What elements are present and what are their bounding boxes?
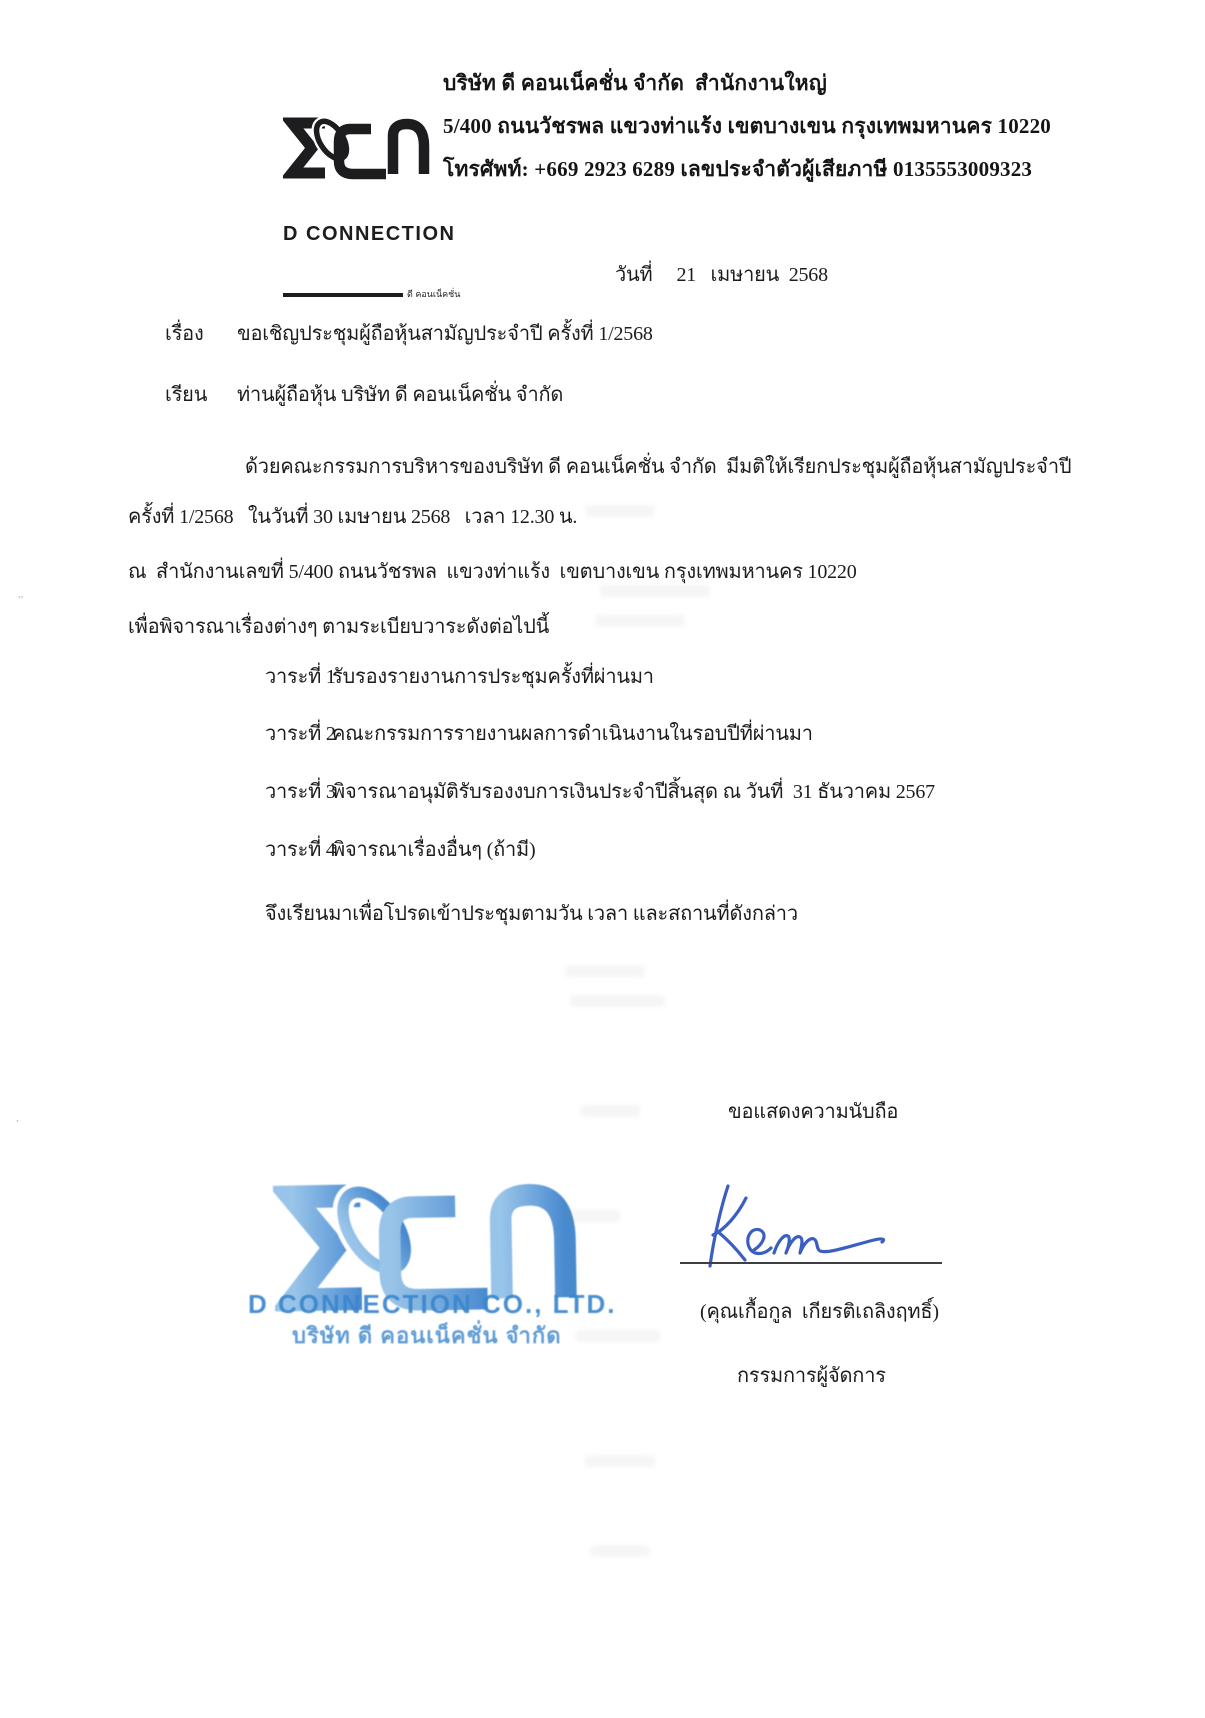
agenda-item-2-label: วาระที่ 2 bbox=[265, 723, 336, 745]
signatory-title: กรรมการผู้จัดการ bbox=[737, 1365, 886, 1387]
bleed-through-artifact bbox=[565, 965, 645, 977]
bleed-through-artifact bbox=[590, 1545, 650, 1557]
stamp-company-th: บริษัท ดี คอนเน็คชั่น จำกัด bbox=[292, 1323, 562, 1348]
signatory-name: (คุณเกื้อกูล เกียรติเถลิงฤทธิ์) bbox=[700, 1301, 939, 1323]
scan-margin-mark: ,, bbox=[18, 588, 24, 600]
agenda-item-2-text: คณะกรรมการรายงานผลการดำเนินงานในรอบปีที่ผ่านมา bbox=[332, 723, 813, 745]
stamp-company-en: D CONNECTION CO., LTD. bbox=[248, 1289, 617, 1319]
agenda-item-3-text: พิจารณาอนุมัติรับรองงบการเงินประจำปีสิ้นสุด ณ วันที่ 31 ธันวาคม 2567 bbox=[332, 781, 935, 803]
body-purpose-line: เพื่อพิจารณาเรื่องต่างๆ ตามระเบียบวาระดังต่อไปนี้ bbox=[128, 616, 550, 638]
bleed-through-artifact bbox=[600, 585, 710, 597]
body-location-line: ณ สำนักงานเลขที่ 5/400 ถนนวัชรพล แขวงท่าแร้ง เขตบางเขน กรุงเทพมหานคร 10220 bbox=[128, 561, 857, 583]
bleed-through-artifact bbox=[595, 615, 685, 627]
bleed-through-artifact bbox=[575, 1330, 660, 1342]
dcn-logo-icon bbox=[283, 114, 433, 182]
logo-tagline: ดี คอนเน็คชั่น bbox=[407, 289, 461, 299]
agenda-item-1-label: วาระที่ 1 bbox=[265, 666, 336, 688]
closing-line: จึงเรียนมาเพื่อโปรดเข้าประชุมตามวัน เวลา และสถานที่ดังกล่าว bbox=[265, 903, 798, 925]
body-paragraph-line1: ด้วยคณะกรรมการบริหารของบริษัท ดี คอนเน็คชั่น จำกัด มีมติให้เรียกประชุมผู้ถือหุ้นสามัญประจำปี bbox=[245, 456, 1072, 478]
agenda-item-3-label: วาระที่ 3 bbox=[265, 781, 336, 803]
bleed-through-artifact bbox=[580, 1105, 640, 1117]
company-phone-tax-line: โทรศัพท์: +669 2923 6289 เลขประจำตัวผู้เสียภาษี 0135553009323 bbox=[443, 157, 1033, 181]
signature-ink bbox=[688, 1178, 898, 1273]
agenda-item-4-text: พิจารณาเรื่องอื่นๆ (ถ้ามี) bbox=[332, 839, 536, 861]
bleed-through-artifact bbox=[565, 1210, 620, 1222]
bleed-through-artifact bbox=[585, 1455, 655, 1467]
bleed-through-artifact bbox=[570, 995, 665, 1007]
recipient-text: ท่านผู้ถือหุ้น บริษัท ดี คอนเน็คชั่น จำกัด bbox=[237, 384, 564, 406]
bleed-through-artifact bbox=[585, 505, 655, 517]
date-line: วันที่ 21 เมษายน 2568 bbox=[615, 264, 828, 286]
logo-underline bbox=[283, 293, 403, 297]
agenda-item-1-text: รับรองรายงานการประชุมครั้งที่ผ่านมา bbox=[332, 666, 654, 688]
recipient-label: เรียน bbox=[165, 384, 208, 406]
logo-wordmark: D CONNECTION bbox=[283, 223, 456, 245]
scan-margin-mark: , bbox=[16, 1112, 19, 1124]
company-name-line: บริษัท ดี คอนเน็คชั่น จำกัด สำนักงานใหญ่ bbox=[443, 71, 827, 95]
company-address-line: 5/400 ถนนวัชรพล แขวงท่าแร้ง เขตบางเขน กรุงเทพมหานคร 10220 bbox=[443, 114, 1051, 138]
subject-label: เรื่อง bbox=[165, 323, 204, 345]
body-paragraph-line2: ครั้งที่ 1/2568 ในวันที่ 30 เมษายน 2568 เวลา 12.30 น. bbox=[128, 506, 578, 528]
signoff-line: ขอแสดงความนับถือ bbox=[728, 1101, 899, 1123]
subject-text: ขอเชิญประชุมผู้ถือหุ้นสามัญประจำปี ครั้งที่ 1/2568 bbox=[237, 323, 653, 345]
company-logo-block bbox=[283, 74, 460, 340]
signature-line bbox=[680, 1262, 942, 1264]
agenda-item-4-label: วาระที่ 4 bbox=[265, 839, 336, 861]
